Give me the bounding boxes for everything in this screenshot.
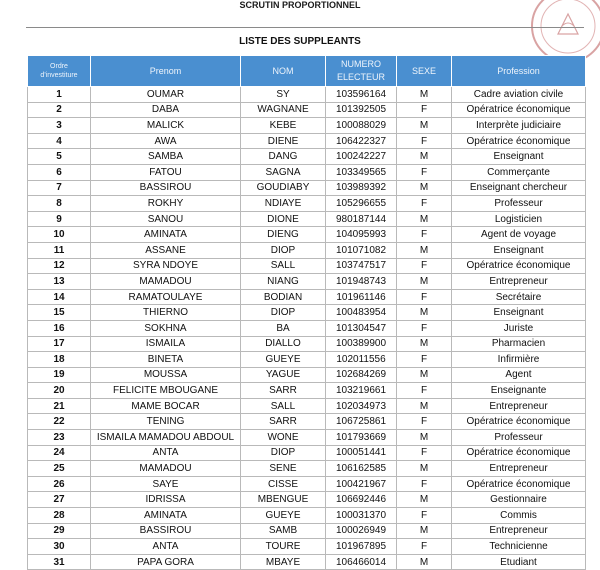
profession-cell: Commis (452, 508, 586, 524)
table-row (28, 180, 586, 196)
nom-cell: BA (241, 320, 326, 336)
profession-cell: Cadre aviation civile (452, 87, 586, 103)
prenom-cell: AMINATA (91, 227, 241, 243)
nom-cell: DIONE (241, 211, 326, 227)
table-row (28, 336, 586, 352)
nom-cell: SENE (241, 461, 326, 477)
prenom-cell: ISMAILA MAMADOU ABDOUL (91, 430, 241, 446)
nom-cell: GUEYE (241, 508, 326, 524)
table-row (28, 352, 586, 368)
prenom-cell: OUMAR (91, 87, 241, 103)
column-header-profession (452, 56, 586, 87)
order-cell: 15 (28, 305, 91, 321)
sexe-cell: M (397, 149, 452, 165)
column-header-nom (241, 56, 326, 87)
table-row (28, 367, 586, 383)
sexe-cell: F (397, 164, 452, 180)
nom-cell: SALL (241, 398, 326, 414)
voter-number-cell: 103219661 (326, 383, 397, 399)
sexe-cell: M (397, 398, 452, 414)
voter-number-cell: 104095993 (326, 227, 397, 243)
order-cell: 14 (28, 289, 91, 305)
table-row (28, 196, 586, 212)
order-cell: 22 (28, 414, 91, 430)
nom-cell: SARR (241, 414, 326, 430)
nom-cell: GUEYE (241, 352, 326, 368)
order-cell: 8 (28, 196, 91, 212)
nom-cell: NDIAYE (241, 196, 326, 212)
table-row (28, 383, 586, 399)
order-cell: 18 (28, 352, 91, 368)
order-cell: 20 (28, 383, 91, 399)
nom-cell: NIANG (241, 274, 326, 290)
column-header-prenom (91, 56, 241, 87)
profession-cell: Opératrice économique (452, 476, 586, 492)
voter-number-cell: 101071082 (326, 242, 397, 258)
sexe-cell: F (397, 414, 452, 430)
order-cell: 28 (28, 508, 91, 524)
order-cell: 2 (28, 102, 91, 118)
voter-number-cell: 102034973 (326, 398, 397, 414)
nom-cell: MBENGUE (241, 492, 326, 508)
profession-cell: Infirmière (452, 352, 586, 368)
nom-cell: SAGNA (241, 164, 326, 180)
order-cell: 24 (28, 445, 91, 461)
sexe-cell: M (397, 461, 452, 477)
table-row (28, 149, 586, 165)
profession-cell: Enseignant (452, 242, 586, 258)
column-header-order-line2: d'investiture (40, 72, 78, 79)
sexe-cell: M (397, 492, 452, 508)
voter-number-cell: 103989392 (326, 180, 397, 196)
table-row (28, 133, 586, 149)
table-body (28, 87, 586, 570)
nom-cell: KEBE (241, 118, 326, 134)
nom-cell: GOUDIABY (241, 180, 326, 196)
nom-cell: DIOP (241, 305, 326, 321)
voter-number-cell: 106725861 (326, 414, 397, 430)
profession-cell: Opératrice économique (452, 445, 586, 461)
list-title: LISTE DES SUPPLEANTS (239, 36, 361, 47)
sexe-cell: F (397, 102, 452, 118)
sexe-cell: F (397, 539, 452, 555)
sexe-cell: F (397, 258, 452, 274)
nom-cell: DIOP (241, 445, 326, 461)
nom-cell: CISSE (241, 476, 326, 492)
sexe-cell: M (397, 554, 452, 570)
table-row (28, 211, 586, 227)
voter-number-cell: 100051441 (326, 445, 397, 461)
table-row (28, 289, 586, 305)
table-row (28, 320, 586, 336)
voter-number-cell: 105296655 (326, 196, 397, 212)
prenom-cell: ROKHY (91, 196, 241, 212)
nom-cell: DIENE (241, 133, 326, 149)
table-row (28, 414, 586, 430)
prenom-cell: SAMBA (91, 149, 241, 165)
nom-cell: SAMB (241, 523, 326, 539)
voter-number-cell: 101392505 (326, 102, 397, 118)
prenom-cell: THIERNO (91, 305, 241, 321)
prenom-cell: MAMADOU (91, 461, 241, 477)
table-row (28, 461, 586, 477)
voter-number-cell: 100389900 (326, 336, 397, 352)
table-row (28, 398, 586, 414)
order-cell: 5 (28, 149, 91, 165)
voter-number-cell: 103596164 (326, 87, 397, 103)
profession-cell: Enseignant (452, 149, 586, 165)
nom-cell: MBAYE (241, 554, 326, 570)
prenom-cell: SANOU (91, 211, 241, 227)
column-header-numero-line1: NUMERO (341, 59, 381, 69)
sexe-cell: F (397, 476, 452, 492)
sexe-cell: M (397, 87, 452, 103)
profession-cell: Enseignant chercheur (452, 180, 586, 196)
table-row (28, 445, 586, 461)
ballot-type-title: SCRUTIN PROPORTIONNEL (239, 0, 361, 10)
nom-cell: WAGNANE (241, 102, 326, 118)
sexe-cell: M (397, 180, 452, 196)
table-row (28, 554, 586, 570)
profession-cell: Opératrice économique (452, 133, 586, 149)
prenom-cell: MOUSSA (91, 367, 241, 383)
profession-cell: Gestionnaire (452, 492, 586, 508)
profession-cell: Agent (452, 367, 586, 383)
nom-cell: SALL (241, 258, 326, 274)
order-cell: 11 (28, 242, 91, 258)
profession-cell: Juriste (452, 320, 586, 336)
voter-number-cell: 106162585 (326, 461, 397, 477)
sexe-cell: F (397, 383, 452, 399)
prenom-cell: ASSANE (91, 242, 241, 258)
table-row (28, 305, 586, 321)
order-cell: 12 (28, 258, 91, 274)
order-cell: 29 (28, 523, 91, 539)
table-row (28, 242, 586, 258)
voter-number-cell: 101793669 (326, 430, 397, 446)
table-row (28, 539, 586, 555)
order-cell: 19 (28, 367, 91, 383)
profession-cell: Agent de voyage (452, 227, 586, 243)
order-cell: 3 (28, 118, 91, 134)
voter-number-cell: 101304547 (326, 320, 397, 336)
profession-cell: Enseignante (452, 383, 586, 399)
table-row (28, 102, 586, 118)
table-row (28, 258, 586, 274)
column-header-numero-line2: ELECTEUR (336, 72, 385, 82)
sexe-cell: M (397, 118, 452, 134)
profession-cell: Entrepreneur (452, 523, 586, 539)
prenom-cell: RAMATOULAYE (91, 289, 241, 305)
nom-cell: BODIAN (241, 289, 326, 305)
profession-cell: Entrepreneur (452, 461, 586, 477)
column-header-profession-label: Profession (497, 65, 540, 76)
profession-cell: Enseignant (452, 305, 586, 321)
profession-cell: Professeur (452, 196, 586, 212)
table-header-row (28, 56, 586, 87)
nom-cell: DIOP (241, 242, 326, 258)
table-row (28, 227, 586, 243)
column-header-order (28, 56, 91, 87)
prenom-cell: BASSIROU (91, 180, 241, 196)
prenom-cell: DABA (91, 102, 241, 118)
voter-number-cell: 103747517 (326, 258, 397, 274)
profession-cell: Professeur (452, 430, 586, 446)
order-cell: 10 (28, 227, 91, 243)
sexe-cell: F (397, 445, 452, 461)
table-row (28, 430, 586, 446)
sexe-cell: M (397, 274, 452, 290)
column-header-nom-label: NOM (272, 65, 294, 76)
prenom-cell: SAYE (91, 476, 241, 492)
profession-cell: Etudiant (452, 554, 586, 570)
voter-number-cell: 102684269 (326, 367, 397, 383)
order-cell: 9 (28, 211, 91, 227)
nom-cell: YAGUE (241, 367, 326, 383)
prenom-cell: MAME BOCAR (91, 398, 241, 414)
profession-cell: Commerçante (452, 164, 586, 180)
table-row (28, 508, 586, 524)
sexe-cell: M (397, 242, 452, 258)
order-cell: 4 (28, 133, 91, 149)
profession-cell: Opératrice économique (452, 258, 586, 274)
prenom-cell: MAMADOU (91, 274, 241, 290)
nom-cell: DIALLO (241, 336, 326, 352)
prenom-cell: ANTA (91, 445, 241, 461)
order-cell: 26 (28, 476, 91, 492)
voter-number-cell: 100242227 (326, 149, 397, 165)
prenom-cell: AMINATA (91, 508, 241, 524)
prenom-cell: SYRA NDOYE (91, 258, 241, 274)
profession-cell: Interprète judiciaire (452, 118, 586, 134)
prenom-cell: BINETA (91, 352, 241, 368)
sexe-cell: F (397, 320, 452, 336)
prenom-cell: SOKHNA (91, 320, 241, 336)
prenom-cell: PAPA GORA (91, 554, 241, 570)
profession-cell: Pharmacien (452, 336, 586, 352)
order-cell: 25 (28, 461, 91, 477)
voter-number-cell: 101967895 (326, 539, 397, 555)
order-cell: 17 (28, 336, 91, 352)
prenom-cell: TENING (91, 414, 241, 430)
column-header-sexe-label: SEXE (411, 65, 436, 76)
voter-number-cell: 106466014 (326, 554, 397, 570)
order-cell: 6 (28, 164, 91, 180)
column-header-order-line1: Ordre (50, 63, 68, 70)
profession-cell: Secrétaire (452, 289, 586, 305)
nom-cell: WONE (241, 430, 326, 446)
table-row (28, 523, 586, 539)
sexe-cell: F (397, 289, 452, 305)
nom-cell: TOURE (241, 539, 326, 555)
prenom-cell: AWA (91, 133, 241, 149)
table-row (28, 492, 586, 508)
prenom-cell: FATOU (91, 164, 241, 180)
voter-number-cell: 103349565 (326, 164, 397, 180)
sexe-cell: M (397, 211, 452, 227)
order-cell: 16 (28, 320, 91, 336)
voter-number-cell: 101948743 (326, 274, 397, 290)
profession-cell: Entrepreneur (452, 398, 586, 414)
column-header-numero (326, 56, 397, 87)
prenom-cell: BASSIROU (91, 523, 241, 539)
sexe-cell: F (397, 352, 452, 368)
voter-number-cell: 100483954 (326, 305, 397, 321)
sexe-cell: F (397, 133, 452, 149)
profession-cell: Opératrice économique (452, 414, 586, 430)
profession-cell: Opératrice économique (452, 102, 586, 118)
order-cell: 21 (28, 398, 91, 414)
prenom-cell: IDRISSA (91, 492, 241, 508)
sexe-cell: M (397, 523, 452, 539)
profession-cell: Logisticien (452, 211, 586, 227)
prenom-cell: ISMAILA (91, 336, 241, 352)
sexe-cell: M (397, 430, 452, 446)
voter-number-cell: 102011556 (326, 352, 397, 368)
table-row (28, 476, 586, 492)
order-cell: 23 (28, 430, 91, 446)
prenom-cell: FELICITE MBOUGANE (91, 383, 241, 399)
prenom-cell: ANTA (91, 539, 241, 555)
voter-number-cell: 100421967 (326, 476, 397, 492)
column-header-sexe (397, 56, 452, 87)
header-divider (26, 27, 584, 28)
table-row (28, 274, 586, 290)
voter-number-cell: 106692446 (326, 492, 397, 508)
sexe-cell: F (397, 508, 452, 524)
voter-number-cell: 101961146 (326, 289, 397, 305)
profession-cell: Technicienne (452, 539, 586, 555)
table-row (28, 87, 586, 103)
nom-cell: DANG (241, 149, 326, 165)
order-cell: 7 (28, 180, 91, 196)
voter-number-cell: 980187144 (326, 211, 397, 227)
order-cell: 13 (28, 274, 91, 290)
voter-number-cell: 100088029 (326, 118, 397, 134)
nom-cell: SY (241, 87, 326, 103)
profession-cell: Entrepreneur (452, 274, 586, 290)
nom-cell: SARR (241, 383, 326, 399)
candidates-table (27, 55, 586, 570)
sexe-cell: F (397, 196, 452, 212)
prenom-cell: MALICK (91, 118, 241, 134)
order-cell: 31 (28, 554, 91, 570)
column-header-prenom-label: Prenom (149, 65, 182, 76)
voter-number-cell: 106422327 (326, 133, 397, 149)
sexe-cell: F (397, 227, 452, 243)
sexe-cell: M (397, 336, 452, 352)
sexe-cell: M (397, 367, 452, 383)
order-cell: 30 (28, 539, 91, 555)
nom-cell: DIENG (241, 227, 326, 243)
order-cell: 1 (28, 87, 91, 103)
table-row (28, 118, 586, 134)
order-cell: 27 (28, 492, 91, 508)
table-row (28, 164, 586, 180)
sexe-cell: M (397, 305, 452, 321)
voter-number-cell: 100026949 (326, 523, 397, 539)
voter-number-cell: 100031370 (326, 508, 397, 524)
